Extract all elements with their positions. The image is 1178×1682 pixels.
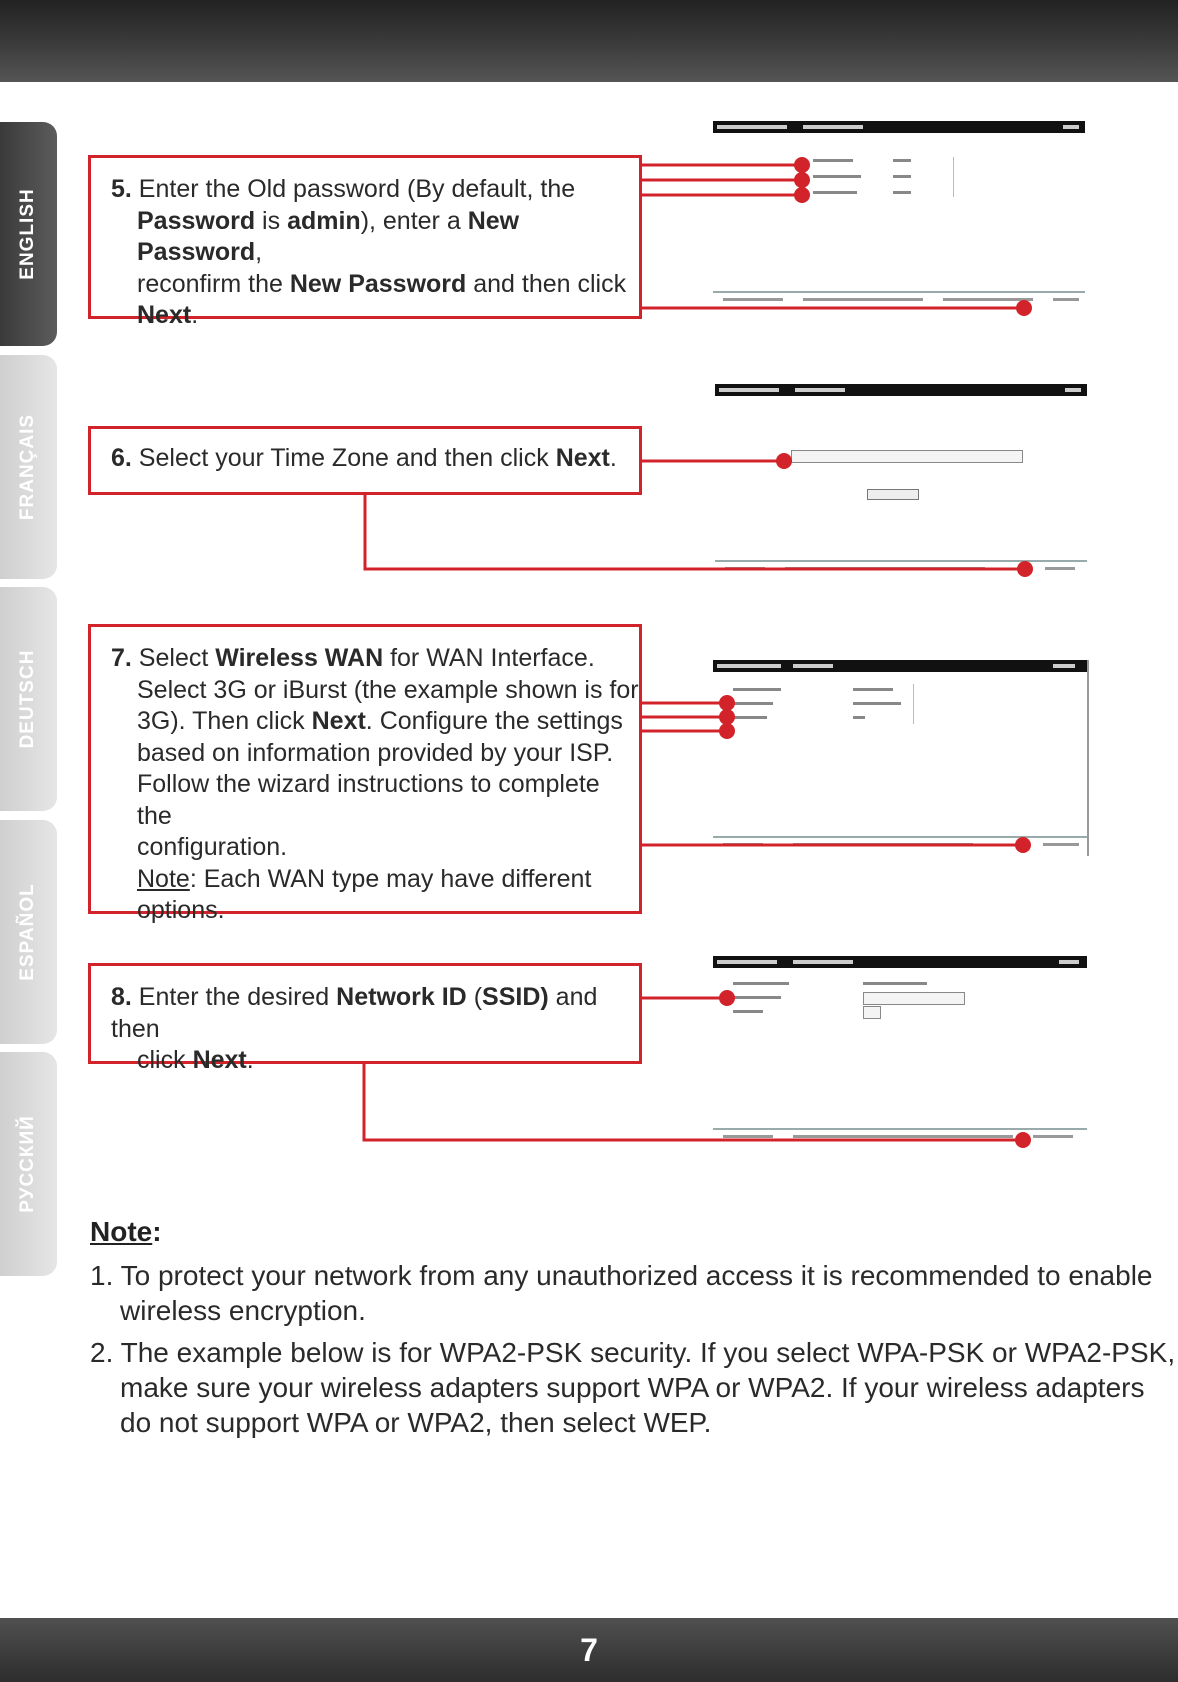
lang-tab-label: DEUTSCH (17, 649, 38, 749)
lang-tab-label: ENGLISH (17, 188, 38, 280)
connector-dot (776, 453, 792, 469)
step-line (111, 1045, 639, 1077)
step-5-box (88, 155, 642, 329)
step-line (111, 300, 639, 332)
step-line (111, 706, 639, 738)
step-number: 5. (111, 175, 132, 203)
step-line (111, 269, 639, 301)
connector-dot (719, 723, 735, 739)
step-text: ( (466, 983, 483, 1011)
emphasis: Next (555, 444, 610, 472)
step-line: based on information provided by your ISP. (137, 738, 614, 767)
connector-dot (794, 187, 810, 203)
connector-dot (1016, 300, 1032, 316)
step-8-box (88, 963, 642, 1074)
note-line: wireless encryption. (120, 1295, 366, 1326)
connector-dot (719, 695, 735, 711)
step-line: configuration. (137, 833, 288, 861)
step-line: Follow the wizard instructions to complete the (137, 770, 600, 830)
step-line: Select 3G or iBurst (the example shown is for (137, 675, 639, 704)
step-text: . Configure the settings (365, 707, 623, 735)
step-text: Select your Time Zone and then click (131, 444, 556, 472)
lang-tab-label: ESPAÑOL (17, 883, 38, 981)
step-text: and then click (466, 269, 627, 298)
step-line: options. (137, 896, 225, 924)
step-6-box (88, 426, 642, 495)
note-heading-colon: : (152, 1216, 162, 1247)
step-text: and then (111, 983, 598, 1043)
step-text: click (137, 1046, 193, 1074)
emphasis: Next (311, 707, 366, 735)
emphasis: Next (137, 301, 192, 329)
page-number: 7 (580, 1632, 598, 1668)
emphasis: Next (192, 1046, 247, 1074)
emphasis: Password (137, 206, 256, 235)
lang-tab-label: FRANÇAIS (17, 413, 38, 521)
note-item-2 (90, 1335, 1175, 1440)
step-text: Enter the Old password (By default, the (131, 175, 576, 203)
step-text: . (246, 1046, 254, 1074)
step-text: ), enter a (360, 206, 468, 235)
note-label: Note (137, 864, 190, 893)
note-line: make sure your wireless adapters support WPA or WPA2. If your wireless adapters (120, 1372, 1145, 1403)
step-text: : Each WAN type may have different (189, 864, 592, 893)
note-item-1 (90, 1258, 1152, 1328)
note-line: 2. The example below is for WPA2-PSK security. If you select WPA-PSK or WPA2-PSK, (90, 1337, 1176, 1368)
note-heading (90, 1216, 162, 1248)
emphasis: Wireless WAN (215, 644, 384, 672)
step-text: Enter the desired (131, 983, 337, 1011)
emphasis: admin (287, 206, 361, 235)
step-text: , (255, 238, 263, 266)
step-text: . (609, 444, 617, 472)
step-text: is (255, 206, 288, 235)
connector-dot (794, 157, 810, 173)
lang-tab-label: РУССКИЙ (17, 1115, 38, 1213)
step-number: 6. (111, 444, 132, 472)
note-line: 1. To protect your network from any unauthorized access it is recommended to enable (90, 1260, 1153, 1291)
note-line: do not support WPA or WPA2, then select WEP. (120, 1407, 712, 1438)
note-heading-text: Note (90, 1216, 153, 1247)
step-7-box (88, 624, 642, 924)
step-line (111, 864, 639, 896)
connector-dot (1015, 837, 1031, 853)
connector-dot (794, 172, 810, 188)
emphasis: New Password (289, 269, 467, 298)
step-text: . (191, 301, 199, 329)
step-text: 3G). Then click (137, 707, 312, 735)
connector-dot (1017, 561, 1033, 577)
step-text: Select (131, 644, 216, 672)
connector-dot (719, 990, 735, 1006)
emphasis: Network ID (336, 983, 467, 1011)
emphasis: New Password (137, 206, 520, 266)
step-text: for WAN Interface. (383, 644, 595, 672)
connector-dot (1015, 1132, 1031, 1148)
emphasis: SSID) (482, 983, 549, 1011)
step-text: reconfirm the (137, 269, 290, 298)
step-number: 7. (111, 644, 132, 672)
step-line (111, 206, 639, 269)
connector-dot (719, 709, 735, 725)
step-number: 8. (111, 983, 132, 1011)
